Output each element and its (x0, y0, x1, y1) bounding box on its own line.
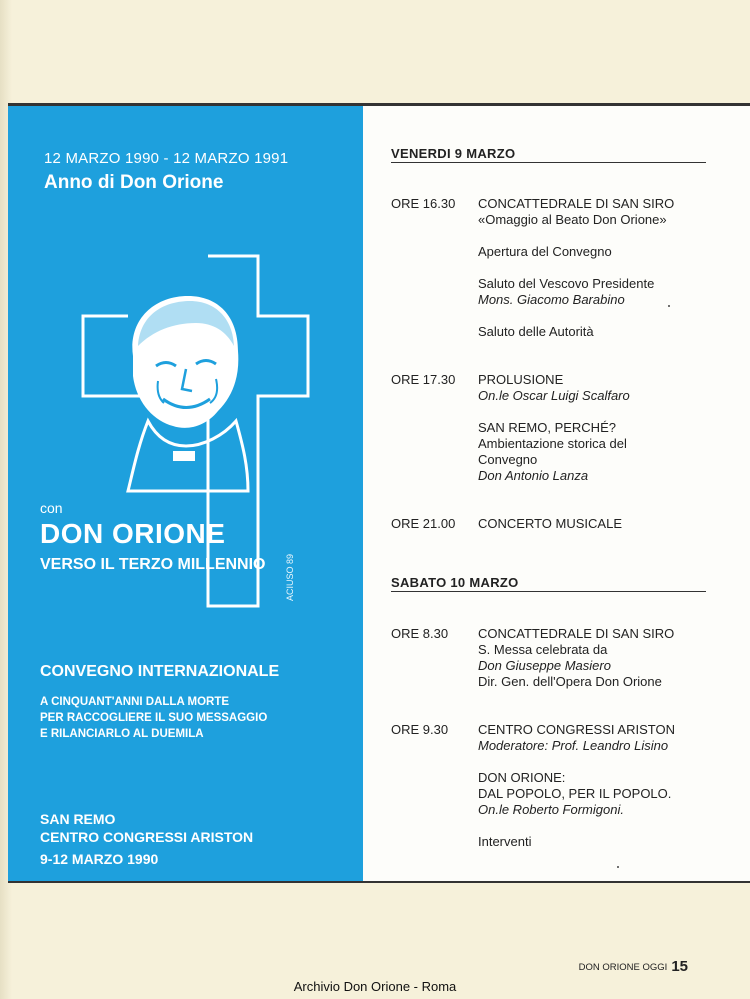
session-line: On.le Oscar Luigi Scalfaro (478, 388, 630, 403)
session-line: On.le Roberto Formigoni. (478, 802, 624, 817)
anniversary-dates: 12 MARZO 1990 - 12 MARZO 1991 (44, 150, 289, 167)
session-line: S. Messa celebrata da (478, 642, 608, 657)
session-details (478, 770, 748, 818)
session-line: Don Antonio Lanza (478, 468, 589, 483)
subtitle-line: E RILANCIARLO AL DUEMILA (40, 728, 204, 740)
session-line: CENTRO CONGRESSI ARISTON (478, 722, 675, 737)
artist-signature: ACIUSO 89 (285, 554, 295, 602)
subtitle-line: A CINQUANT'ANNI DALLA MORTE (40, 696, 230, 708)
session-details (478, 722, 748, 754)
day-rule (391, 591, 706, 592)
program-schedule (363, 106, 750, 881)
venue-city: SAN REMO (40, 811, 116, 827)
magazine-name: DON ORIONE OGGI (578, 962, 668, 973)
day-heading-friday: VENERDI 9 MARZO (391, 146, 516, 161)
convegno-title: CONVEGNO INTERNAZIONALE (40, 663, 280, 680)
year-title: Anno di Don Orione (44, 172, 224, 193)
session-line: Interventi (478, 834, 532, 849)
subtitle-line: PER RACCOGLIERE IL SUO MESSAGGIO (40, 712, 268, 724)
session-details (478, 626, 748, 690)
convegno-subtitle (40, 694, 267, 742)
session-details (478, 196, 748, 228)
don-orione-heading: DON ORIONE (40, 518, 226, 549)
session-line: Dir. Gen. dell'Opera Don Orione (478, 674, 662, 689)
session-line: CONCATTEDRALE DI SAN SIRO (478, 196, 675, 211)
speck (617, 866, 619, 868)
event-dates: 9-12 MARZO 1990 (40, 851, 159, 867)
session-line: PROLUSIONE (478, 372, 564, 387)
session-details (478, 372, 748, 404)
session-line: Saluto delle Autorità (478, 324, 594, 339)
session-line: CONCERTO MUSICALE (478, 516, 622, 531)
bottom-border-rule (8, 881, 750, 883)
day-heading-saturday: SABATO 10 MARZO (391, 575, 519, 590)
session-time: ORE 8.30 (391, 626, 449, 641)
session-line: Don Giuseppe Masiero (478, 658, 611, 673)
speck (668, 305, 670, 307)
session-line: Apertura del Convegno (478, 244, 612, 259)
venue-block (40, 810, 253, 868)
session-line: Ambientazione storica del (478, 436, 627, 451)
venue-name: CENTRO CONGRESSI ARISTON (40, 829, 254, 845)
session-time: ORE 9.30 (391, 722, 449, 737)
page-number: 15 (671, 958, 688, 975)
session-line: Convegno (478, 452, 538, 467)
session-line: Moderatore: Prof. Leandro Lisino (478, 738, 669, 753)
session-line: SAN REMO, PERCHÉ? (478, 420, 616, 435)
session-details (478, 834, 748, 850)
session-line: Saluto del Vescovo Presidente (478, 276, 655, 291)
session-line: CONCATTEDRALE DI SAN SIRO (478, 626, 675, 641)
archive-caption: Archivio Don Orione - Roma (293, 979, 457, 994)
session-line: DON ORIONE: (478, 770, 566, 785)
session-details (478, 516, 748, 532)
session-time: ORE 21.00 (391, 516, 456, 531)
session-details (478, 276, 748, 308)
session-details (478, 324, 748, 340)
session-line: «Omaggio al Beato Don Orione» (478, 212, 667, 227)
session-line: Mons. Giacomo Barabino (478, 292, 625, 307)
session-time: ORE 16.30 (391, 196, 456, 211)
day-rule (391, 162, 706, 163)
session-details (478, 244, 748, 260)
con-label: con (40, 500, 63, 516)
page-footer (579, 958, 688, 975)
verso-terzo-millennio: VERSO IL TERZO MILLENNIO (40, 556, 266, 573)
session-details (478, 420, 748, 484)
blue-poster-panel (8, 106, 363, 881)
session-line: DAL POPOLO, PER IL POPOLO. (478, 786, 672, 801)
session-time: ORE 17.30 (391, 372, 456, 387)
